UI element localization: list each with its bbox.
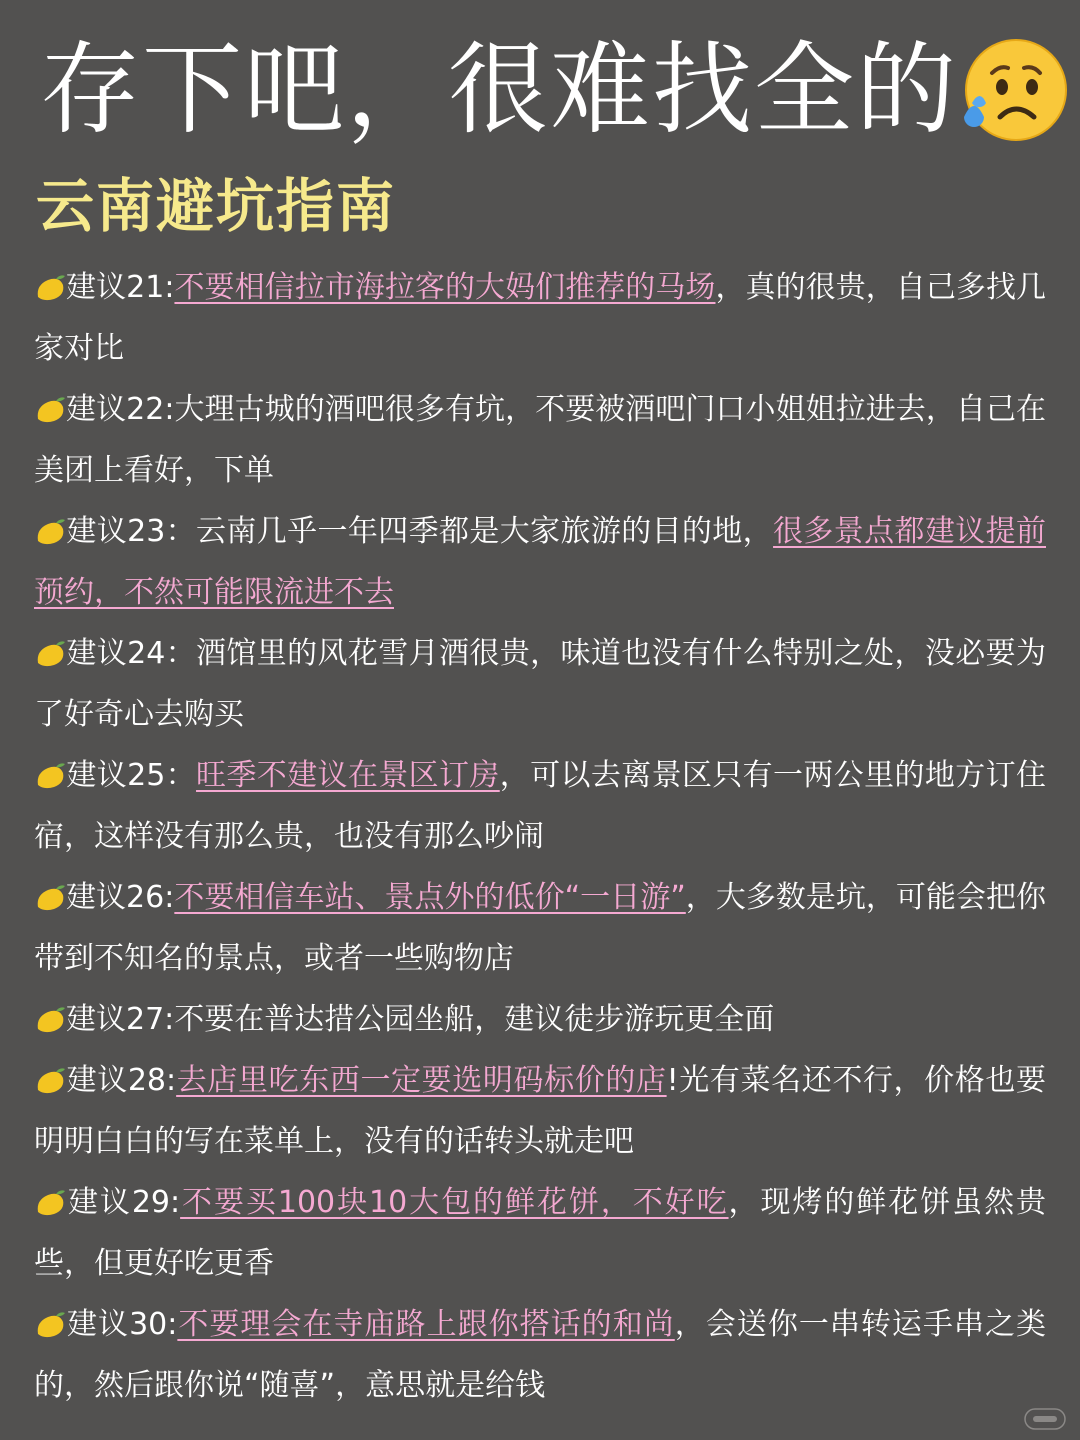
tips-list xyxy=(34,257,1046,1416)
tip-text: 云南几乎一年四季都是大家旅游的目的地， xyxy=(196,514,774,549)
tip-23 xyxy=(34,501,1046,623)
tip-prefix: 建议27: xyxy=(66,1002,175,1037)
tip-text: 酒馆里的风花雪月酒很贵，味道也没有什么特别之处，没必要为了好奇心去购买 xyxy=(34,636,1046,732)
tip-prefix: 建议30: xyxy=(66,1307,178,1342)
tip-30 xyxy=(34,1294,1046,1416)
tip-26 xyxy=(34,867,1046,989)
tip-prefix: 建议21: xyxy=(66,270,175,305)
tip-prefix: 建议22: xyxy=(66,392,175,427)
tip-text: ，真的很贵，自己多找几家对比 xyxy=(34,270,1047,366)
tip-prefix: 建议29: xyxy=(66,1185,181,1220)
lemon-icon xyxy=(34,1310,66,1340)
tip-text: 大理古城的酒吧很多有坑，不要被酒吧门口小姐姐拉进去，自己在美团上看好，下单 xyxy=(34,392,1047,488)
lemon-icon xyxy=(34,395,66,425)
tip-prefix: 建议26: xyxy=(66,880,175,915)
watermark-logo-icon xyxy=(1024,1408,1066,1430)
tip-28 xyxy=(34,1050,1046,1172)
lemon-icon xyxy=(34,273,66,303)
tip-24 xyxy=(34,623,1046,745)
page-title: 存下吧，很难找全的 xyxy=(40,31,958,148)
tip-highlight: 不要买100块10大包的鲜花饼，不好吃 xyxy=(180,1185,729,1220)
tip-text: !光有菜名还不行，价格也要明明白白的写在菜单上，没有的话转头就走吧 xyxy=(34,1063,1047,1159)
tip-text: 不要在普达措公园坐船，建议徒步游玩更全面 xyxy=(174,1002,775,1037)
lemon-icon xyxy=(34,1005,66,1035)
tip-highlight: 很多景点都建议提前预约，不然可能限流进不去 xyxy=(34,514,1046,610)
tip-25 xyxy=(34,745,1046,867)
title-row xyxy=(40,30,1068,150)
lemon-icon xyxy=(34,517,66,547)
tip-21 xyxy=(34,257,1046,379)
lemon-icon xyxy=(34,1066,66,1096)
tip-text: ，会送你一串转运手串之类的，然后跟你说“随喜”，意思就是给钱 xyxy=(34,1307,1047,1403)
lemon-icon xyxy=(34,883,66,913)
tip-prefix: 建议23： xyxy=(66,514,197,549)
tip-29 xyxy=(34,1172,1046,1294)
anxious-face-with-sweat-emoji-icon xyxy=(958,35,1068,145)
tip-prefix: 建议25： xyxy=(66,758,197,793)
lemon-icon xyxy=(34,761,66,791)
tip-highlight: 不要相信拉市海拉客的大妈们推荐的马场 xyxy=(174,270,716,305)
lemon-icon xyxy=(34,639,66,669)
tip-highlight: 旺季不建议在景区订房 xyxy=(196,758,500,793)
lemon-icon xyxy=(34,1188,66,1218)
tip-text: ，可以去离景区只有一两公里的地方订住宿，这样没有那么贵，也没有那么吵闹 xyxy=(34,758,1047,854)
tip-highlight: 不要相信车站、景点外的低价“一日游” xyxy=(174,880,686,915)
tip-prefix: 建议28: xyxy=(66,1063,177,1098)
tip-prefix: 建议24： xyxy=(66,636,197,671)
tip-text: ，现烤的鲜花饼虽然贵些，但更好吃更香 xyxy=(34,1185,1047,1281)
subtitle: 云南避坑指南 xyxy=(36,172,397,240)
tip-highlight: 不要理会在寺庙路上跟你搭话的和尚 xyxy=(177,1307,675,1342)
tip-highlight: 去店里吃东西一定要选明码标价的店 xyxy=(176,1063,667,1098)
tip-27 xyxy=(34,989,1046,1050)
tip-text: ，大多数是坑，可能会把你带到不知名的景点，或者一些购物店 xyxy=(34,880,1047,976)
tip-22 xyxy=(34,379,1046,501)
